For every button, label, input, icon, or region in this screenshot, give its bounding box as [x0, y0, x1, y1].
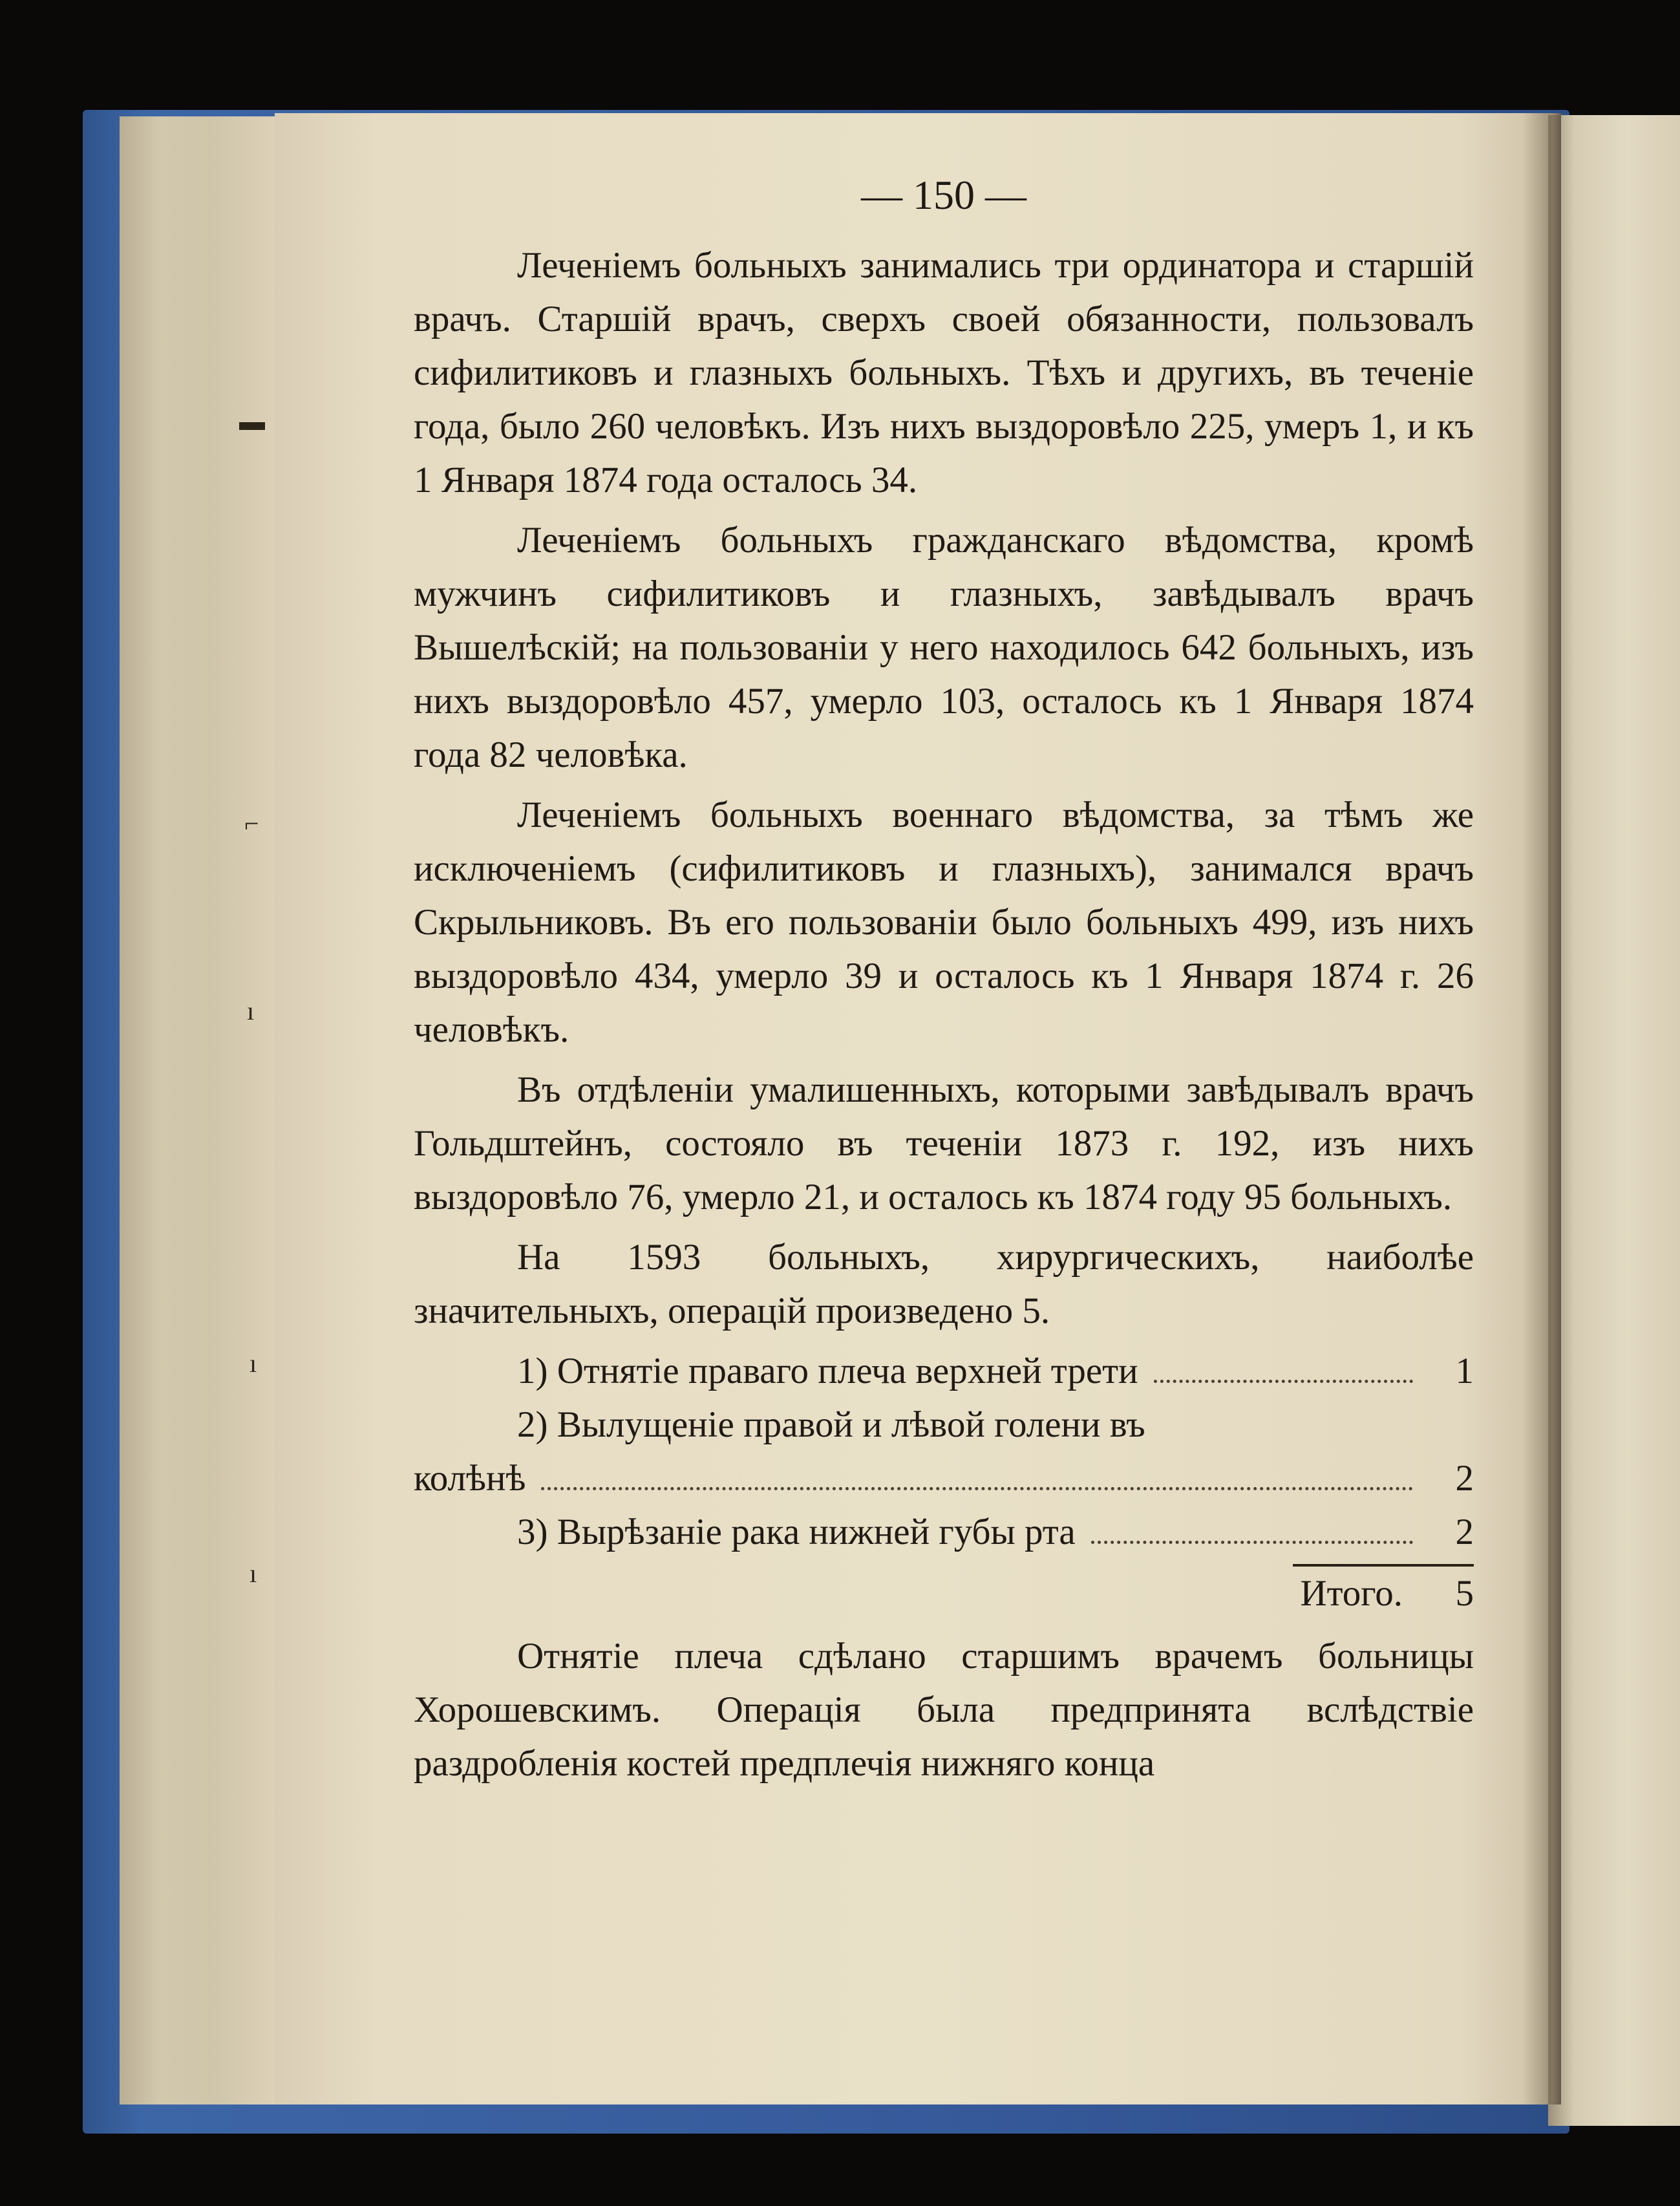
page-gutter-shadow — [1522, 113, 1561, 2104]
dot-leader — [1091, 1541, 1413, 1544]
total-line — [414, 1567, 1474, 1620]
operation-count: 2 — [1455, 1512, 1474, 1552]
margin-mark: ı — [247, 996, 255, 1025]
paragraph: Леченіемъ больныхъ военнаго вѣдомства, за тѣмъ же исключеніемъ (сифилитиковъ и глазныхъ), занимался врачъ Скрыльниковъ. Въ его пользованіи было больныхъ 499, изъ нихъ выздоровѣло 434, умерло 39 и осталось къ 1 Января 1874 г. 26 человѣкъ. — [414, 795, 1474, 1050]
margin-mark: ı — [250, 1349, 257, 1378]
margin-mark: ▬ — [239, 407, 265, 436]
paragraph: Въ отдѣленіи умалишенныхъ, которыми завѣдывалъ врачъ Гольдштейнъ, состояло въ теченіи 1873 г. 192, изъ нихъ выздоровѣло 76, умерло 21, и осталось къ 1874 году 95 больныхъ. — [414, 1069, 1474, 1217]
margin-mark: ı — [250, 1559, 257, 1588]
page-text — [414, 168, 1474, 1797]
total-label: Итого. — [1300, 1573, 1403, 1614]
operation-text: колѣнѣ — [414, 1458, 526, 1499]
dot-leader — [541, 1487, 1413, 1490]
operation-text: 1) Отнятіе праваго плеча верхней трети — [517, 1351, 1138, 1391]
paragraph: Леченіемъ больныхъ занимались три ординатора и старшій врачъ. Старшій врачъ, сверхъ своей обязанности, пользовалъ сифилитиковъ и глазныхъ больныхъ. Тѣхъ и другихъ, въ теченіе года, было 260 человѣкъ. Изъ нихъ выздоровѣло 225, умеръ 1, и къ 1 Января 1874 года осталось 34. — [414, 245, 1474, 500]
paragraph: Леченіемъ больныхъ гражданскаго вѣдомства, кромѣ мужчинъ сифилитиковъ и глазныхъ, завѣдывалъ врачъ Вышелѣскій; на пользованіи у него находилось 642 больныхъ, изъ нихъ выздоровѣло 457, умерло 103, осталось къ 1 Января 1874 года 82 человѣка. — [414, 520, 1474, 775]
paragraph: На 1593 больныхъ, хирургическихъ, наиболѣе значительныхъ, операцій произведено 5. — [414, 1237, 1474, 1331]
facing-page-edge — [1548, 115, 1680, 2126]
total-value: 5 — [1455, 1573, 1474, 1614]
operation-text: 2) Вылущеніе правой и лѣвой голени въ — [517, 1404, 1145, 1445]
operations-list — [414, 1344, 1474, 1620]
operation-item — [414, 1344, 1474, 1398]
operation-count: 2 — [1455, 1458, 1474, 1499]
paragraph: Отнятіе плеча сдѣлано старшимъ врачемъ больницы Хорошевскимъ. Операція была предпринята вслѣдствіе раздробленія костей предплечія нижняго конца — [414, 1636, 1474, 1784]
page-number: — 150 — — [861, 172, 1026, 218]
margin-mark: ⌐ — [244, 809, 259, 838]
operation-item — [414, 1398, 1474, 1451]
operation-text: 3) Вырѣзаніе рака нижней губы рта — [517, 1512, 1076, 1552]
dot-leader — [1154, 1380, 1413, 1383]
operation-count: 1 — [1455, 1351, 1474, 1391]
operation-item-continuation — [414, 1451, 1474, 1505]
operation-item — [414, 1505, 1474, 1559]
